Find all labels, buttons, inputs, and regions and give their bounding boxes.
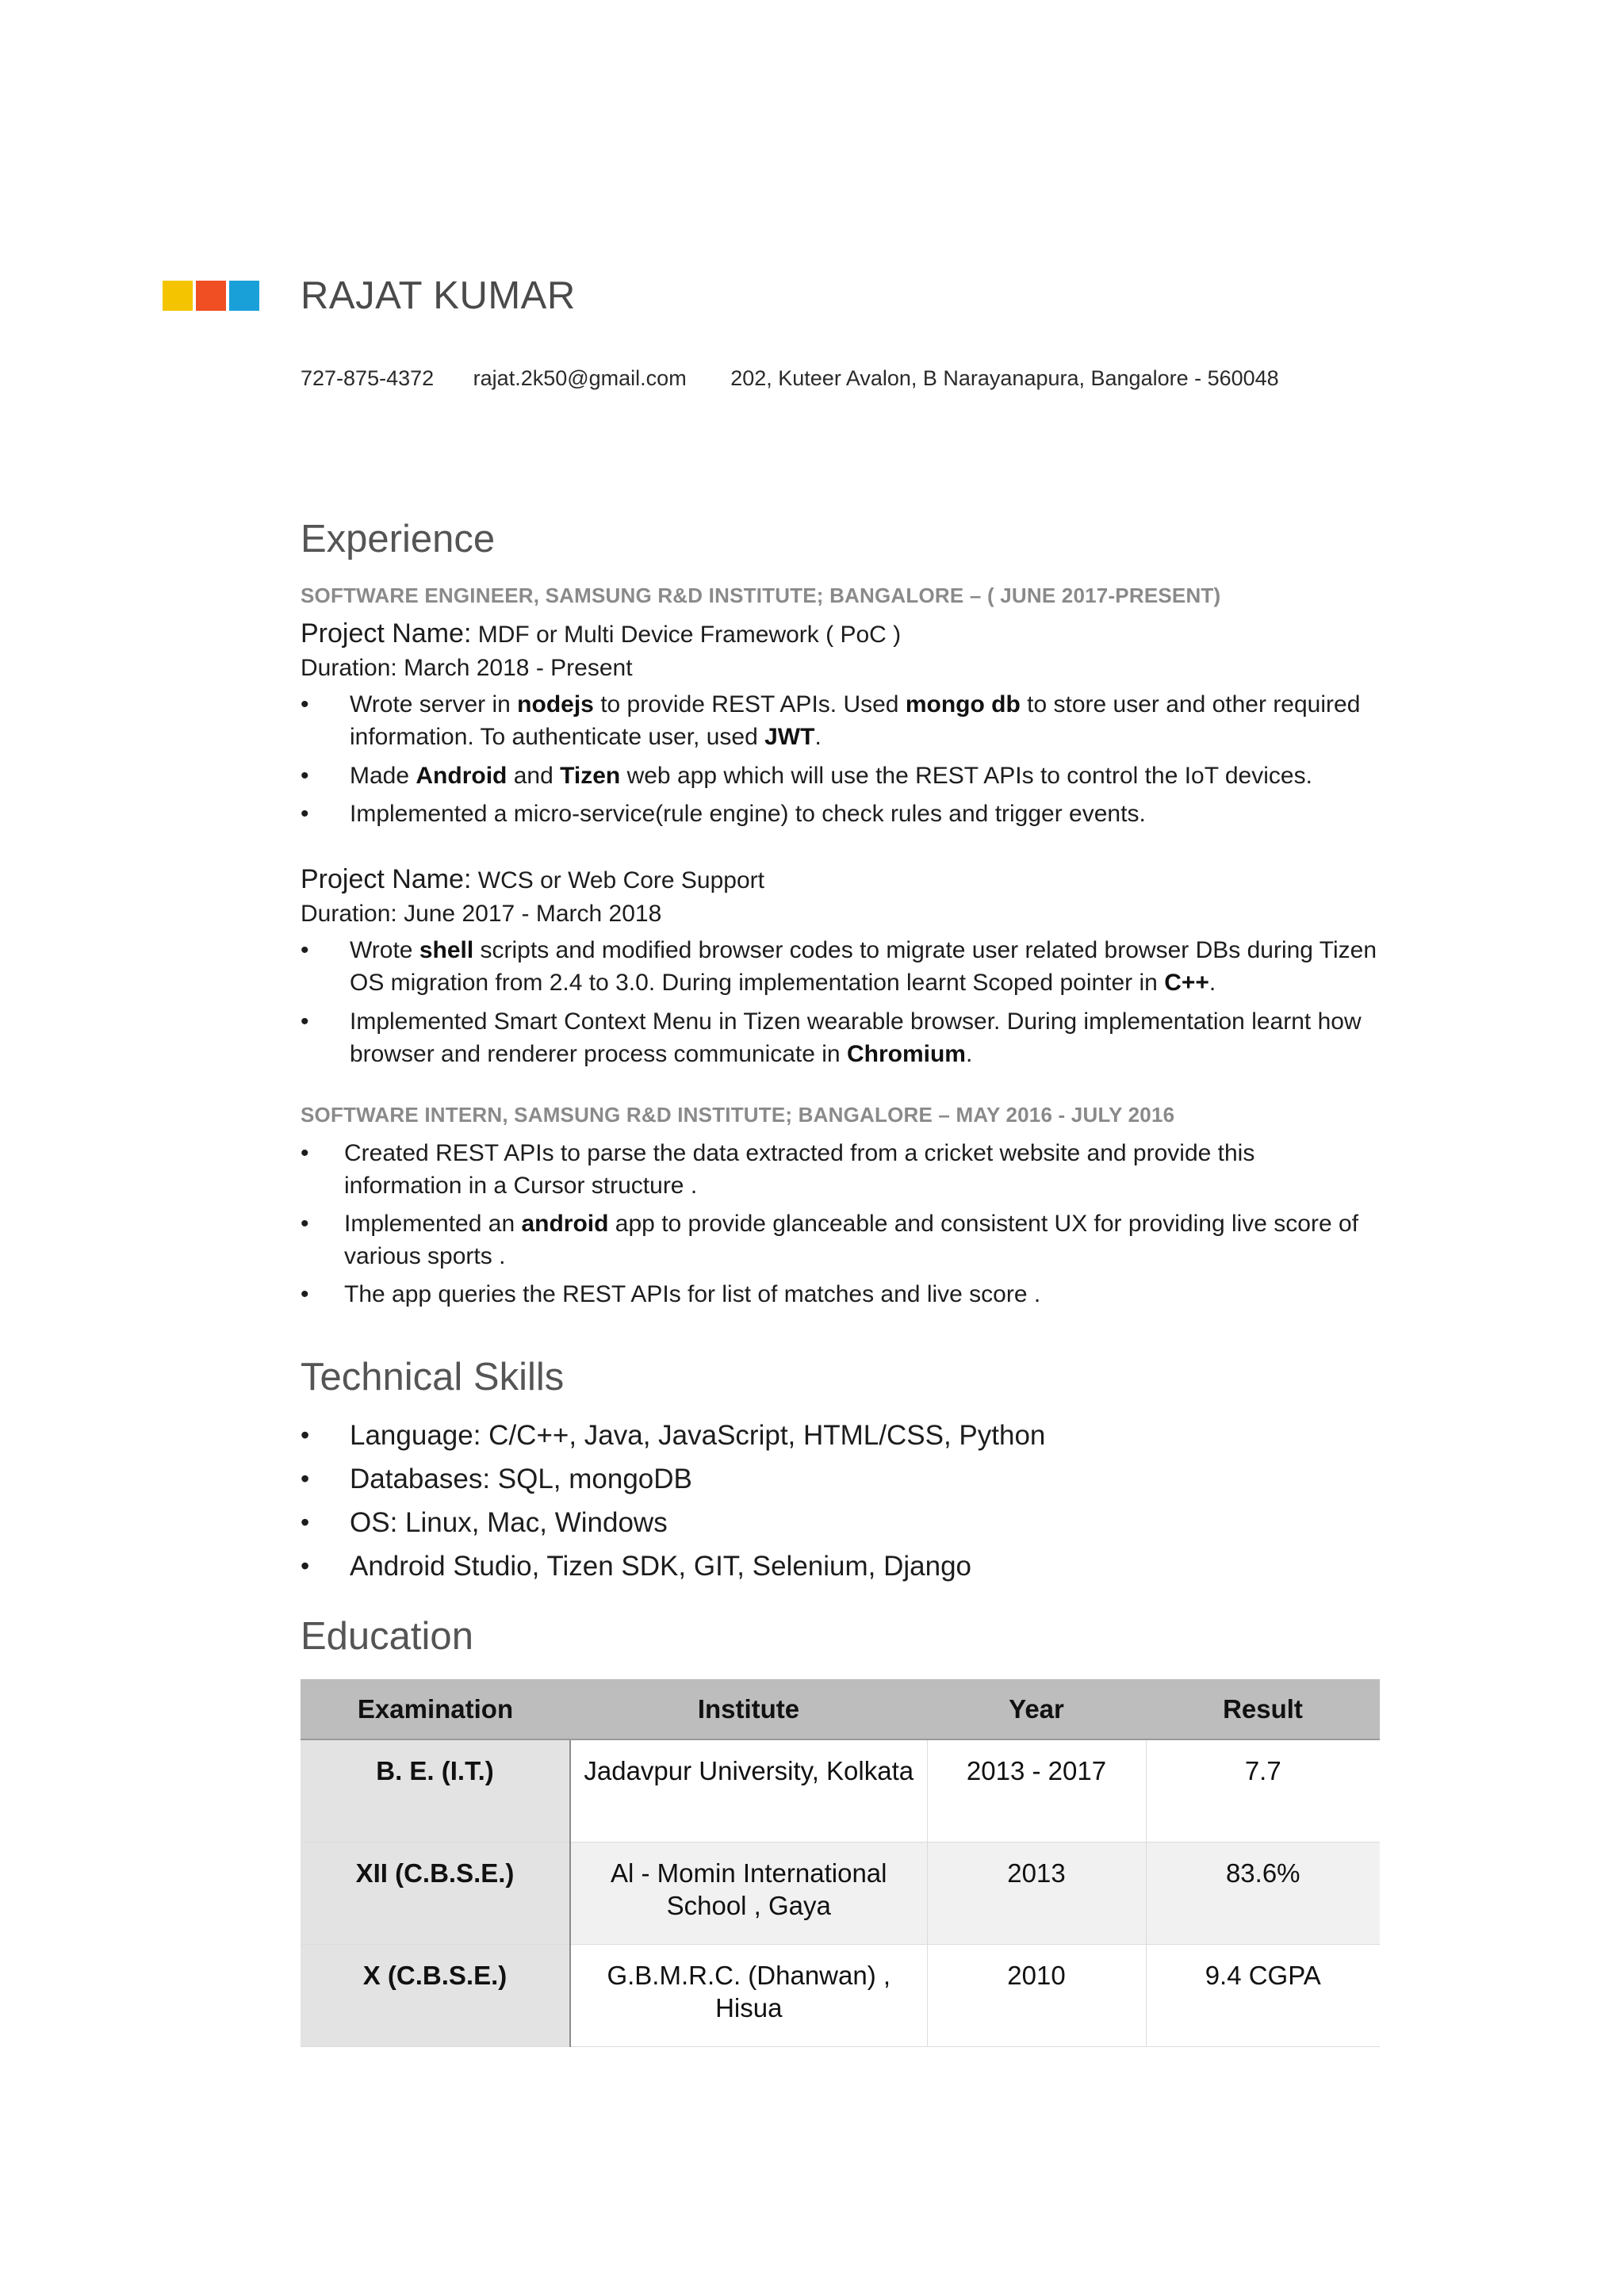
bullet-icon: • xyxy=(301,1008,309,1035)
list-item xyxy=(301,688,1379,760)
institute-cell: G.B.M.R.C. (Dhanwan) , Hisua xyxy=(570,1945,927,2047)
project-label: Project Name: xyxy=(301,864,472,894)
bullet-text: Implemented Smart Context Menu in Tizen wearable browser. During implementation learnt how browser and renderer process communicate in Chromium. xyxy=(350,1008,1362,1067)
phone: 727-875-4372 xyxy=(301,366,435,390)
skill-text: Android Studio, Tizen SDK, GIT, Selenium, Django xyxy=(350,1551,972,1582)
project-mdf-duration: Duration: March 2018 - Present xyxy=(301,655,633,681)
project-wcs-bullets xyxy=(301,934,1379,1077)
result-cell: 7.7 xyxy=(1146,1739,1380,1843)
bullet-icon: • xyxy=(301,1508,310,1536)
list-item xyxy=(301,1501,1045,1544)
bullet-icon: • xyxy=(301,1552,310,1580)
logo-square-blue xyxy=(229,281,259,311)
logo-squares xyxy=(163,281,259,311)
skills-heading: Technical Skills xyxy=(301,1356,565,1399)
institute-cell: Jadavpur University, Kolkata xyxy=(570,1739,927,1843)
experience-heading: Experience xyxy=(301,518,496,561)
bullet-icon: • xyxy=(301,937,309,963)
list-item xyxy=(301,1414,1045,1457)
job-heading-intern: SOFTWARE INTERN, SAMSUNG R&D INSTITUTE; BANGALORE – MAY 2016 - JULY 2016 xyxy=(301,1103,1175,1127)
list-item xyxy=(301,760,1379,798)
internship-bullets xyxy=(301,1137,1379,1316)
list-item xyxy=(301,1137,1379,1207)
contact-line xyxy=(301,366,1279,391)
bullet-text: Created REST APIs to parse the data extracted from a cricket website and provide this information in a Cursor structure . xyxy=(344,1140,1255,1199)
bullet-icon: • xyxy=(301,1281,309,1307)
logo-square-red xyxy=(196,281,226,311)
skill-text: OS: Linux, Mac, Windows xyxy=(350,1507,668,1538)
skills-list xyxy=(301,1414,1045,1588)
skill-text: Language: C/C++, Java, JavaScript, HTML/CSS, Python xyxy=(350,1420,1046,1451)
table-row xyxy=(301,1945,1380,2047)
table-header-row xyxy=(301,1679,1380,1739)
list-item xyxy=(301,1207,1379,1278)
bullet-text: Wrote server in nodejs to provide REST APIs. Used mongo db to store user and other required information. To authenticate user, used JWT. xyxy=(350,691,1361,750)
year-cell: 2013 xyxy=(927,1843,1146,1945)
project-wcs-duration: Duration: June 2017 - March 2018 xyxy=(301,901,662,927)
skill-text: Databases: SQL, mongoDB xyxy=(350,1464,692,1494)
column-header: Result xyxy=(1146,1679,1380,1739)
result-cell: 9.4 CGPA xyxy=(1146,1945,1380,2047)
bullet-icon: • xyxy=(301,763,309,789)
exam-cell: XII (C.B.S.E.) xyxy=(301,1843,570,1945)
bullet-icon: • xyxy=(301,691,309,718)
address: 202, Kuteer Avalon, B Narayanapura, Bangalore - 560048 xyxy=(730,366,1279,390)
exam-cell: X (C.B.S.E.) xyxy=(301,1945,570,2047)
column-header: Examination xyxy=(301,1679,570,1739)
candidate-name: RAJAT KUMAR xyxy=(301,274,576,317)
year-cell: 2010 xyxy=(927,1945,1146,2047)
result-cell: 83.6% xyxy=(1146,1843,1380,1945)
project-mdf-title xyxy=(301,618,901,649)
column-header: Year xyxy=(927,1679,1146,1739)
project-name: MDF or Multi Device Framework ( PoC ) xyxy=(477,622,902,648)
job-heading-engineer: SOFTWARE ENGINEER, SAMSUNG R&D INSTITUTE; BANGALORE – ( JUNE 2017-PRESENT) xyxy=(301,584,1221,607)
list-item xyxy=(301,1005,1379,1077)
list-item xyxy=(301,1457,1045,1501)
project-name: WCS or Web Core Support xyxy=(477,867,764,894)
bullet-icon: • xyxy=(301,1421,310,1449)
bullet-text: Implemented a micro-service(rule engine) to check rules and trigger events. xyxy=(350,801,1146,827)
list-item xyxy=(301,1544,1045,1588)
education-heading: Education xyxy=(301,1615,473,1658)
education-table xyxy=(301,1679,1380,2047)
table-row xyxy=(301,1843,1380,1945)
bullet-text: The app queries the REST APIs for list of matches and live score . xyxy=(344,1281,1041,1307)
institute-cell: Al - Momin International School , Gaya xyxy=(570,1843,927,1945)
bullet-icon: • xyxy=(301,801,309,827)
bullet-icon: • xyxy=(301,1140,309,1166)
list-item xyxy=(301,934,1379,1005)
bullet-text: Made Android and Tizen web app which will use the REST APIs to control the IoT devices. xyxy=(350,763,1312,789)
list-item xyxy=(301,1278,1379,1316)
logo-square-yellow xyxy=(163,281,193,311)
table-row xyxy=(301,1739,1380,1843)
project-label: Project Name: xyxy=(301,618,472,649)
bullet-icon: • xyxy=(301,1464,310,1493)
column-header: Institute xyxy=(570,1679,927,1739)
bullet-text: Wrote shell scripts and modified browser codes to migrate user related browser DBs during Tizen OS migration from 2.4 to 3.0. During implementation learnt Scoped pointer in C++. xyxy=(350,937,1377,996)
email: rajat.2k50@gmail.com xyxy=(473,366,687,390)
project-wcs-title xyxy=(301,864,764,895)
bullet-icon: • xyxy=(301,1211,309,1237)
project-mdf-bullets xyxy=(301,688,1379,836)
exam-cell: B. E. (I.T.) xyxy=(301,1739,570,1843)
bullet-text: Implemented an android app to provide glanceable and consistent UX for providing live score of various sports . xyxy=(344,1211,1359,1269)
year-cell: 2013 - 2017 xyxy=(927,1739,1146,1843)
list-item xyxy=(301,798,1379,836)
